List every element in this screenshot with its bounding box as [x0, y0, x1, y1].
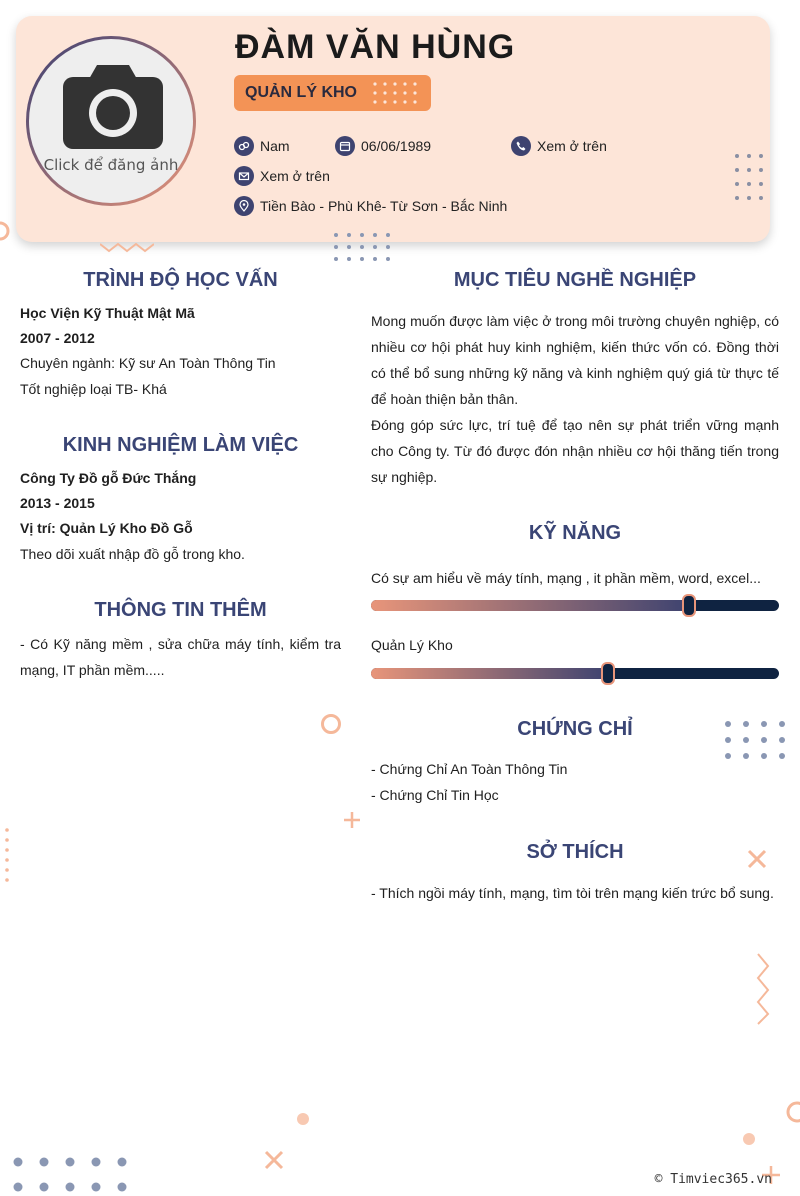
- experience-period: 2013 - 2015: [20, 495, 95, 511]
- decorative-circle-icon: [319, 712, 343, 736]
- footer-copyright: © Timviec365.vn: [654, 1172, 772, 1187]
- decorative-dots-icon: [372, 81, 422, 105]
- gender-value: Nam: [260, 138, 290, 154]
- education-heading: TRÌNH ĐỘ HỌC VẤN: [83, 269, 278, 291]
- certificates-heading: CHỨNG CHỈ: [517, 718, 633, 740]
- decorative-zigzag-icon: [754, 952, 772, 1026]
- birthday-field: [335, 136, 431, 156]
- decorative-circle-icon: [780, 1098, 800, 1128]
- skills-heading: KỸ NĂNG: [528, 522, 622, 544]
- hobbies-text: - Thích ngồi máy tính, mạng, tìm tòi trên mạng kiến trức bổ sung.: [371, 885, 774, 901]
- email-value: Xem ở trên: [260, 168, 330, 184]
- hobbies-heading: SỞ THÍCH: [526, 841, 624, 863]
- job-title: QUẢN LÝ KHO: [245, 84, 357, 101]
- phone-value: Xem ở trên: [537, 138, 607, 154]
- certificate-item: - Chứng Chỉ An Toàn Thông Tin: [371, 761, 568, 777]
- education-school: Học Viện Kỹ Thuật Mật Mã: [20, 305, 195, 321]
- skill-label: Có sự am hiểu về máy tính, mạng , it phần mềm, word, excel...: [371, 570, 761, 586]
- experience-position: Vị trí: Quản Lý Kho Đồ Gỗ: [20, 520, 193, 536]
- job-title-badge: [234, 75, 431, 111]
- gender-icon: [234, 136, 254, 156]
- decorative-circle-icon: [0, 220, 12, 242]
- birthday-value: 06/06/1989: [361, 138, 432, 154]
- objective-paragraph-1: Mong muốn được làm việc ở trong môi trường chuyên nghiệp, có nhiều cơ hội phát huy kinh nghiệm, kiến thức vốn có. Đồng thời có thể bổ sung những kỹ năng và kinh nghiệm quý giá từ thực tế để hoàn thiện bản thân.: [371, 313, 779, 407]
- education-period: 2007 - 2012: [20, 330, 95, 346]
- avatar[interactable]: [26, 36, 196, 206]
- education-major: Chuyên ngành: Kỹ sư An Toàn Thông Tin: [20, 355, 276, 371]
- decorative-dots-icon: [10, 1154, 132, 1194]
- experience-heading: KINH NGHIỆM LÀM VIỆC: [62, 434, 299, 456]
- location-pin-icon: [234, 196, 254, 216]
- additional-info-text: - Có Kỹ năng mềm , sửa chữa máy tính, kiểm tra mạng, IT phần mềm.....: [20, 636, 341, 678]
- skill-level-fill: [371, 668, 608, 679]
- decorative-plus-icon: [342, 810, 362, 830]
- experience-description: Theo dõi xuất nhập đồ gỗ trong kho.: [20, 546, 245, 562]
- address-value: Tiền Bào - Phù Khê- Từ Sơn - Bắc Ninh: [260, 198, 508, 214]
- skill-level-bar: [371, 600, 779, 611]
- camera-icon: [63, 63, 163, 149]
- email-field: [234, 166, 330, 186]
- phone-field: [511, 136, 607, 156]
- avatar-caption: Click để đăng ảnh: [43, 156, 179, 174]
- decorative-dots-icon: [2, 826, 12, 882]
- address-field: [234, 196, 507, 216]
- decorative-dots-icon: [332, 232, 394, 262]
- mail-icon: [234, 166, 254, 186]
- skill-level-fill: [371, 600, 689, 611]
- skill-label: Quản Lý Kho: [371, 637, 453, 653]
- skill-level-knob: [601, 662, 615, 685]
- decorative-cross-icon: [262, 1148, 286, 1172]
- decorative-dot-icon: [294, 1110, 312, 1128]
- phone-icon: [511, 136, 531, 156]
- education-grade: Tốt nghiệp loại TB- Khá: [20, 381, 167, 397]
- calendar-icon: [335, 136, 355, 156]
- additional-info-heading: THÔNG TIN THÊM: [94, 599, 267, 621]
- decorative-zigzag-icon: [100, 242, 154, 254]
- candidate-name: ĐÀM VĂN HÙNG: [235, 28, 516, 66]
- decorative-dots-icon: [734, 152, 764, 208]
- skill-level-bar: [371, 668, 779, 679]
- decorative-dot-icon: [740, 1130, 758, 1148]
- gender-field: [234, 136, 290, 156]
- skill-level-knob: [682, 594, 696, 617]
- certificate-item: - Chứng Chỉ Tin Học: [371, 787, 499, 803]
- objective-heading: MỤC TIÊU NGHỀ NGHIỆP: [453, 269, 697, 291]
- objective-paragraph-2: Đóng góp sức lực, trí tuệ để tạo nên sự phát triển vững mạnh cho Công ty. Từ đó được đón nhận nhiều cơ hội thăng tiến trong sự nghiệp.: [371, 417, 779, 485]
- experience-company: Công Ty Đồ gỗ Đức Thắng: [20, 470, 197, 486]
